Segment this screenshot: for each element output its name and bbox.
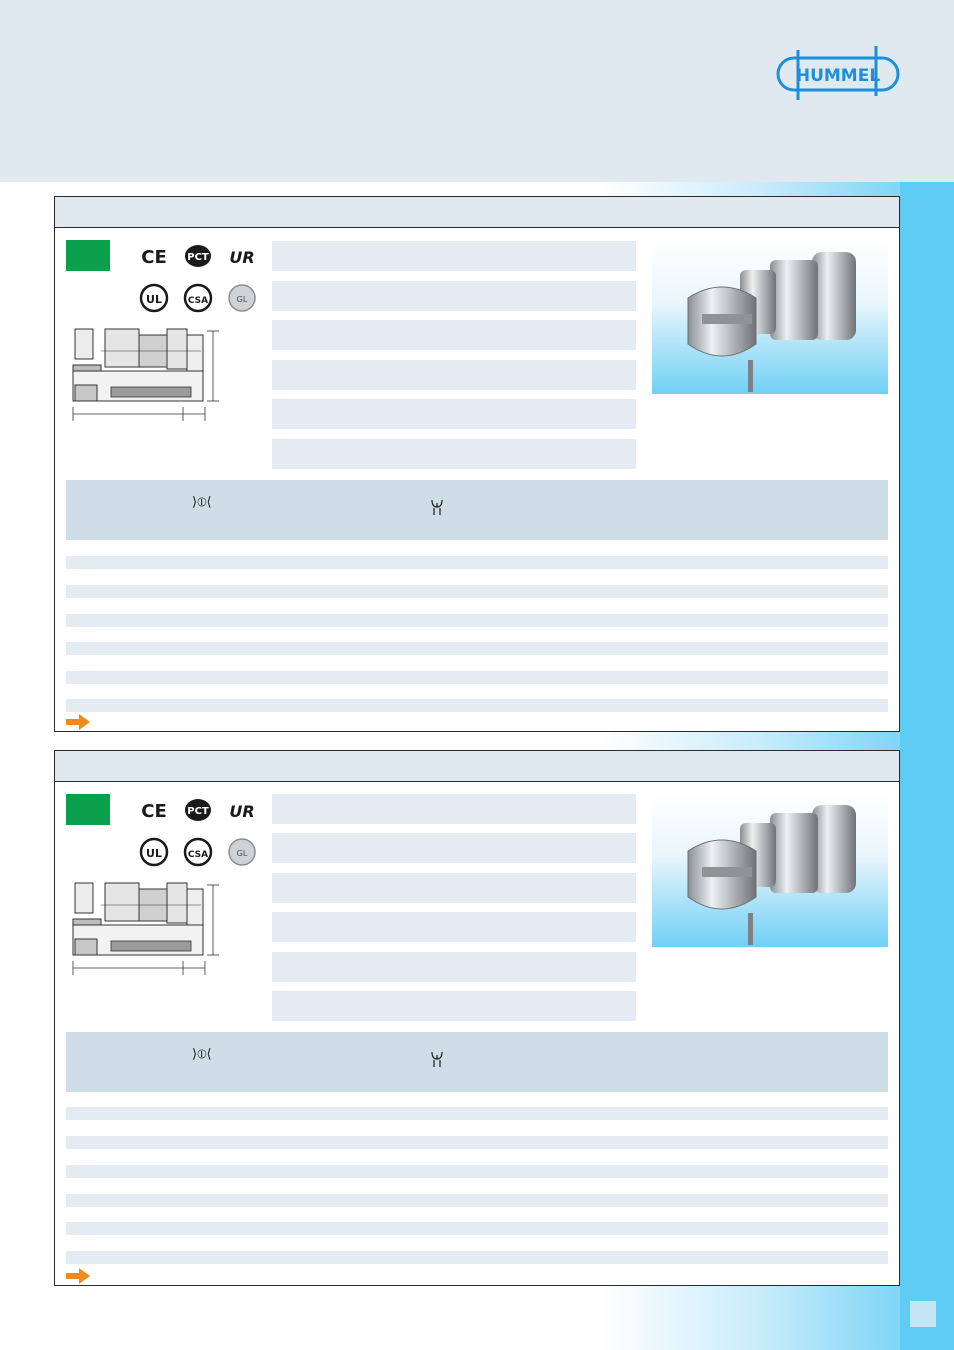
pct-mark-icon [183,795,213,825]
product-photo [652,793,888,947]
diameter-range-icon: ⟩⦶⟨ [192,494,212,509]
table-row [66,1194,888,1207]
product-section-2 [54,750,900,1286]
spec-bar [272,873,636,903]
wrench-size-icon [430,498,444,516]
wrench-size-icon [430,1050,444,1068]
cable-gland-photo-icon [652,240,888,394]
spec-bar [272,439,636,469]
ul-mark-icon [139,283,169,313]
table-row [66,1165,888,1178]
ce-mark-icon [139,795,169,825]
svg-text:PCT: PCT [187,252,209,263]
svg-text:UR: UR [229,802,255,821]
spec-bar [272,241,636,271]
ul-mark-icon [139,837,169,867]
table-row [66,556,888,569]
svg-text:CE: CE [141,801,167,822]
arrow-right-icon[interactable] [66,1268,90,1284]
svg-text:HUMMEL: HUMMEL [795,66,881,86]
table-header [66,480,888,540]
product-photo [652,240,888,394]
hummel-logo-icon [776,44,900,102]
svg-text:UR: UR [229,248,255,267]
csa-mark-icon [183,837,213,867]
table-row [66,1107,888,1120]
table-row [66,642,888,655]
arrow-right-icon[interactable] [66,714,90,730]
gl-mark-icon [227,837,257,867]
page-number-box [910,1301,936,1327]
spec-bar [272,794,636,824]
spec-bar [272,360,636,390]
svg-text:UL: UL [146,293,162,306]
ur-mark-icon [227,795,257,825]
table-row [66,671,888,684]
svg-text:PCT: PCT [187,806,209,817]
svg-text:GL: GL [236,849,248,858]
section-title-bar [55,197,899,228]
svg-text:CSA: CSA [187,850,209,860]
technical-drawing [71,875,221,985]
product-tag [66,794,110,825]
svg-text:GL: GL [236,295,248,304]
table-row [66,699,888,712]
table-row [66,1251,888,1264]
svg-text:CE: CE [141,247,167,268]
svg-text:CSA: CSA [187,296,209,306]
table-row [66,1136,888,1149]
table-row [66,1222,888,1235]
ce-mark-icon [139,241,169,271]
cable-gland-photo-icon [652,793,888,947]
ur-mark-icon [227,241,257,271]
table-row [66,614,888,627]
spec-bar [272,952,636,982]
gl-mark-icon [227,283,257,313]
section-title-bar [55,751,899,782]
spec-bar [272,991,636,1021]
spec-bar [272,912,636,942]
technical-drawing [71,321,221,431]
table-header [66,1032,888,1092]
pct-mark-icon [183,241,213,271]
table-row [66,585,888,598]
product-tag [66,240,110,271]
spec-bar [272,399,636,429]
right-accent-strip [900,182,954,1350]
product-section-1 [54,196,900,732]
spec-bar [272,320,636,350]
spec-bar [272,281,636,311]
spec-bar [272,833,636,863]
svg-text:UL: UL [146,847,162,860]
diameter-range-icon: ⟩⦶⟨ [192,1046,212,1061]
csa-mark-icon [183,283,213,313]
